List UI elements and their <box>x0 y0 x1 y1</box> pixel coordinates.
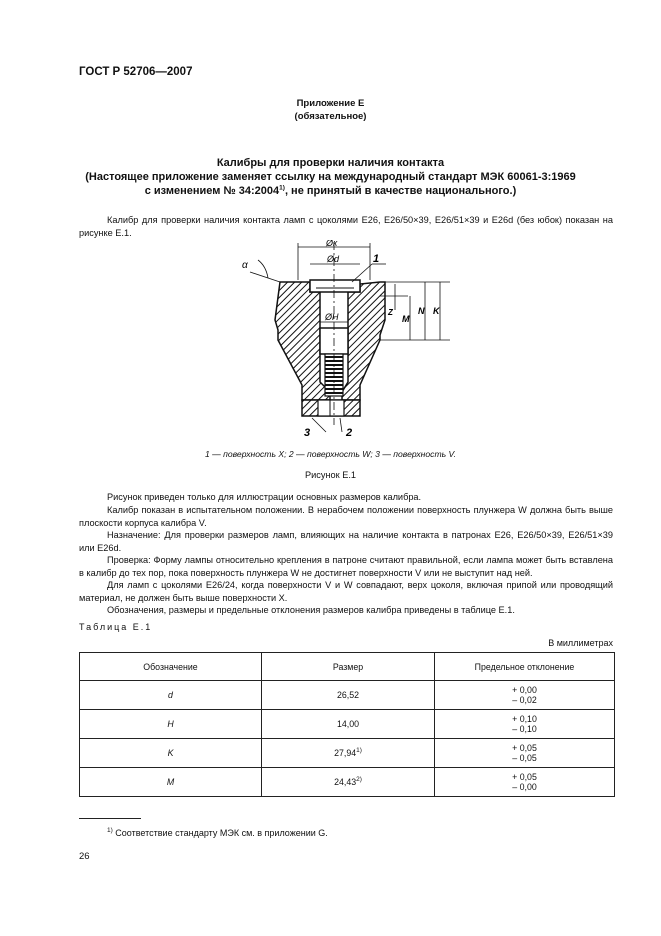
page-number: 26 <box>79 851 90 862</box>
document-header: ГОСТ Р 52706—2007 <box>79 66 193 78</box>
appendix-title <box>0 156 661 198</box>
cell-tolerance <box>435 710 615 739</box>
title-line-2: (Настоящее приложение заменяет ссылку на международный стандарт МЭК 60061-3:1969 <box>85 171 576 183</box>
dim-label-dh: ØH <box>325 312 339 322</box>
size-note: 2) <box>356 776 362 784</box>
table-label: Таблица Е.1 <box>79 622 153 632</box>
footnote-divider <box>79 818 141 819</box>
callout-2: 2 <box>346 427 353 439</box>
dim-label-dd: Ød <box>327 254 340 264</box>
dim-label-k: K <box>433 306 440 316</box>
size-value: 26,52 <box>336 690 359 700</box>
table-units: В миллиметрах <box>548 638 613 648</box>
callout-1: 1 <box>373 253 380 265</box>
cell-designation: M <box>80 768 262 797</box>
dim-label-n: N <box>418 306 425 316</box>
figure-caption: 1 — поверхность X; 2 — поверхность W; 3 — поверхность V. <box>204 449 457 459</box>
body-paragraph-2: Калибр показан в испытательном положении. В нерабочем положении поверхность плунжера W должна быть выше плоскости корпуса калибра V. <box>79 505 613 528</box>
table-row <box>80 739 615 768</box>
cell-designation: d <box>80 681 262 710</box>
gauge-figure <box>230 240 480 440</box>
col-size: Размер <box>262 653 435 681</box>
table-row <box>80 681 615 710</box>
body-paragraph-4: Проверка: Форму лампы относительно крепления в патроне считают правильной, если лампа может быть вставлена в калибр до тех пор, пока поверхность плунжера W не достигнет поверхности V или не выступит над ней. <box>79 555 613 578</box>
appendix-name: Приложение Е <box>296 98 365 109</box>
dimensions-table <box>79 652 615 797</box>
angle-label: α <box>242 260 248 271</box>
tol-upper: + 0,05 <box>512 772 537 782</box>
body-paragraph-5: Для ламп с цоколями E26/24, когда поверхности V и W совпадают, верх цоколя, включая припой или проводящий материал, не должен быть выше поверхности X. <box>79 580 613 603</box>
cell-size <box>262 710 435 739</box>
cell-designation: K <box>80 739 262 768</box>
body-paragraph-3: Назначение: Для проверки размеров ламп, влияющих на наличие контакта в патронах E26, E26/50×39, E26/51×39 или E26d. <box>79 530 613 553</box>
intro-paragraph: Калибр для проверки наличия контакта ламп с цоколями E26, E26/50×39, E26/51×39 и E26d (без юбок) показан на рисунке Е.1. <box>79 215 613 238</box>
dim-label-z: Z <box>388 308 393 317</box>
dim-label-m: M <box>402 314 410 324</box>
title-footnote-mark: 1) <box>279 184 285 192</box>
size-value: 14,00 <box>336 719 359 729</box>
title-line-1: Калибры для проверки наличия контакта <box>216 157 445 169</box>
table-row <box>80 710 615 739</box>
tol-upper: + 0,05 <box>512 743 537 753</box>
cell-designation: H <box>80 710 262 739</box>
cell-size <box>262 681 435 710</box>
col-tolerance: Предельное отклонение <box>435 653 615 681</box>
title-line-3-end: , не принятый в качестве национального.) <box>284 185 517 197</box>
tol-upper: + 0,00 <box>512 685 537 695</box>
appendix-heading <box>0 97 661 123</box>
body-paragraph-1: Рисунок приведен только для иллюстрации основных размеров калибра. <box>107 492 422 502</box>
tol-lower: – 0,02 <box>512 695 537 705</box>
appendix-status: (обязательное) <box>294 111 367 122</box>
cell-size <box>262 739 435 768</box>
cell-tolerance <box>435 681 615 710</box>
table-row <box>80 768 615 797</box>
cell-tolerance <box>435 768 615 797</box>
size-value: 24,43 <box>334 777 357 787</box>
cell-size <box>262 768 435 797</box>
tol-lower: – 0,05 <box>512 753 537 763</box>
title-line-3 <box>0 184 661 198</box>
table-header-row <box>80 653 615 681</box>
size-note: 1) <box>356 747 362 755</box>
tol-lower: – 0,10 <box>512 724 537 734</box>
col-designation: Обозначение <box>80 653 262 681</box>
footnote <box>107 828 328 838</box>
callout-3: 3 <box>304 427 311 439</box>
dim-label-dk: Øк <box>326 240 338 248</box>
tol-lower: – 0,00 <box>512 782 537 792</box>
footnote-mark: 1) <box>107 827 113 834</box>
figure-title: Рисунок Е.1 <box>305 470 356 480</box>
tol-upper: + 0,10 <box>512 714 537 724</box>
footnote-text: Соответствие стандарту МЭК см. в приложении G. <box>115 828 328 838</box>
size-value: 27,94 <box>334 748 357 758</box>
body-paragraph-6: Обозначения, размеры и предельные отклонения размеров калибра приведены в таблице Е.1. <box>107 605 515 615</box>
cell-tolerance <box>435 739 615 768</box>
title-line-3-start: с изменением № 34:2004 <box>144 185 280 197</box>
